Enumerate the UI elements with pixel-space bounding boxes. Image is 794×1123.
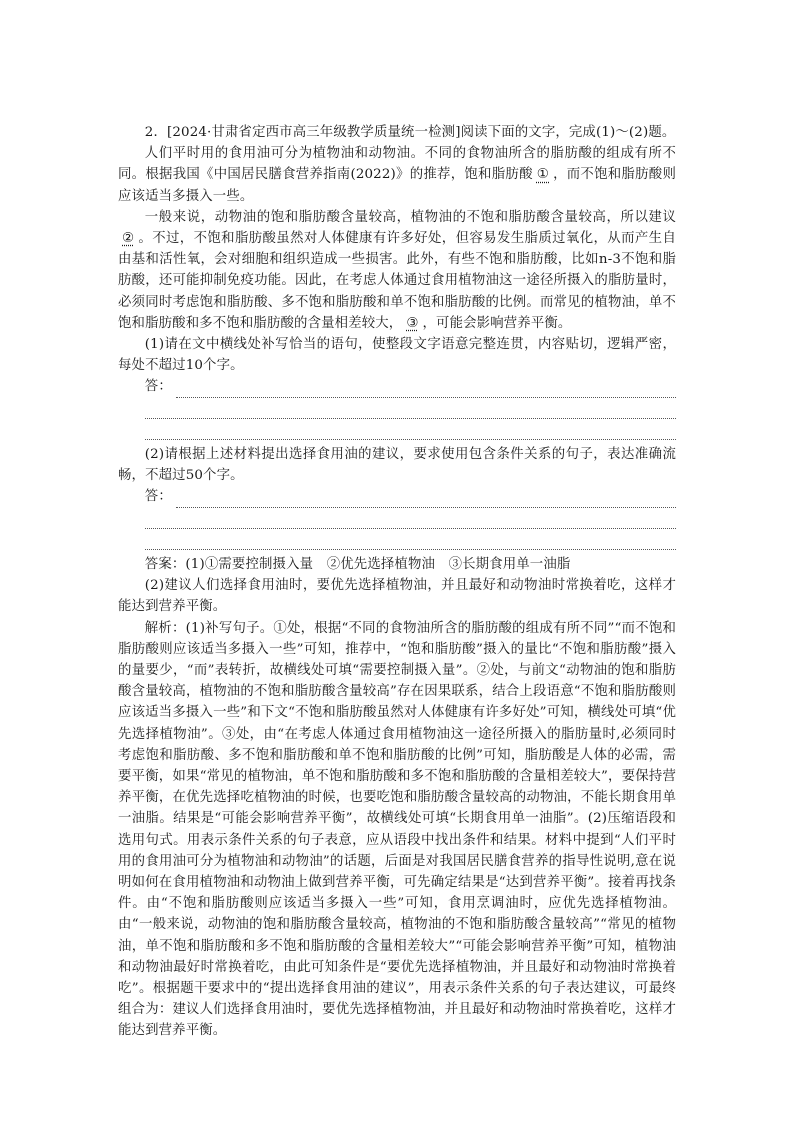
blank-2: ②	[122, 231, 135, 247]
dotted-line	[145, 516, 676, 529]
passage-text: 一般来说，动物油的饱和脂肪酸含量较高，植物油的不饱和脂肪酸含量较高，所以建议	[144, 209, 676, 225]
passage-paragraph-1	[118, 143, 676, 207]
passage-paragraph-2	[118, 207, 676, 334]
passage-text: ，而不饱和脂肪酸则应该适当多摄入一些。	[118, 167, 676, 204]
question-header: 2．[2024·甘肃省定西市高三年级教学质量统一检测]阅读下面的文字，完成(1)～(2)题。	[144, 125, 676, 140]
answer-line	[118, 486, 676, 507]
dotted-line	[145, 537, 676, 550]
blank-3: ③	[406, 315, 419, 331]
blank-1: ①	[536, 167, 550, 183]
answer-line	[118, 508, 676, 529]
answer-area-2	[118, 486, 676, 550]
answer-area-1	[118, 376, 676, 440]
dotted-line	[145, 406, 676, 419]
answer-line	[118, 376, 676, 397]
passage-text: ，可能会影响营养平衡。	[422, 315, 572, 331]
answer-label: 答：	[144, 489, 172, 505]
answer-line	[118, 529, 676, 550]
passage-text: 。不过，不饱和脂肪酸虽然对人体健康有许多好处，但容易发生脂质过氧化，从而产生自由基和活性氧，会对细胞和组织造成一些损害。此外，有些不饱和脂肪酸，比如n-3不饱和脂肪酸，还可能抑制免疫功能。因此，在考虑人体通过食用植物油这一途径所摄入的脂肪量时，必须同时考虑饱和脂肪酸、多不饱和脂肪酸和单不饱和脂肪酸的比例。而常见的植物油，单不饱和脂肪酸和多不饱和脂肪酸的含量相差较大，	[118, 231, 676, 331]
document-page	[118, 122, 676, 1042]
passage-text: 人们平时用的食用油可分为植物油和动物油。不同的食物油所含的脂肪酸的组成有所不同。根据我国《中国居民膳食营养指南(2022)》的推荐，饱和脂肪酸	[118, 146, 676, 183]
dotted-line	[176, 495, 676, 508]
sub-question-1: (1)请在文中横线处补写恰当的语句，使整段文字语意完整连贯，内容贴切，逻辑严密，每处不超过10个字。	[118, 337, 676, 374]
answer-label: 答：	[144, 379, 172, 395]
answer-line	[118, 398, 676, 419]
dotted-line	[176, 385, 676, 398]
answer-key-line-2: (2)建议人们选择食用油时，要优先选择植物油，并且最好和动物油时常换着吃，这样才能达到营养平衡。	[118, 578, 676, 615]
answer-line	[118, 419, 676, 440]
answer-key-line-1: 答案：(1)①需要控制摄入量 ②优先选择植物油 ③长期食用单一油脂	[144, 556, 571, 572]
sub-question-2: (2)请根据上述材料提出选择食用油的建议，要求使用包含条件关系的句子，表达准确流畅，不超过50个字。	[118, 447, 676, 484]
analysis-text: 解析：(1)补写句子。①处，根据“不同的食物油所含的脂肪酸的组成有所不同”“而不饱和脂肪酸则应该适当多摄入一些”可知，推荐中，“饱和脂肪酸”摄入的量比“不饱和脂肪酸”摄入的量要少，“而”表转折，故横线处可填“需要控制摄入量”。②处，与前文“动物油的饱和脂肪酸含量较高，植物油的不饱和脂肪酸含量较高”存在因果联系，结合上段语意“不饱和脂肪酸则应该适当多摄入一些”和下文“不饱和脂肪酸虽然对人体健康有许多好处”可知，横线处可填“优先选择植物油”。③处，由“在考虑人体通过食用植物油这一途径所摄入的脂肪量时,必须同时考虑饱和脂肪酸、多不饱和脂肪酸和单不饱和脂肪酸的比例”可知，脂肪酸是人体的必需，需要平衡，如果“常见的植物油，单不饱和脂肪酸和多不饱和脂肪酸的含量相差较大”，要保持营养平衡，在优先选择吃植物油的时候，也要吃饱和脂肪酸含量较高的动物油，不能长期食用单一油脂。结果是“可能会影响营养平衡”，故横线处可填“长期食用单一油脂”。(2)压缩语段和选用句式。用表示条件关系的句子表意，应从语段中找出条件和结果。材料中提到“人们平时用的食用油可分为植物油和动物油”的话题，后面是对我国居民膳食营养的指导性说明,意在说明如何在食用植物油和动物油上做到营养平衡，可先确定结果是“达到营养平衡”。接着再找条件。由“不饱和脂肪酸则应该适当多摄入一些”可知，食用烹调油时，应优先选择植物油。由“一般来说，动物油的饱和脂肪酸含量较高，植物油的不饱和脂肪酸含量较高”“常见的植物油，单不饱和脂肪酸和多不饱和脂肪酸的含量相差较大”“可能会影响营养平衡”可知，植物油和动物油最好时常换着吃，由此可知条件是“要优先选择植物油，并且最好和动物油时常换着吃”。根据题干要求中的“提出选择食用油的建议”，用表示条件关系的句子表达建议，可最终组合为：建议人们选择食用油时，要优先选择植物油，并且最好和动物油时常换着吃，这样才能达到营养平衡。	[118, 620, 676, 1039]
dotted-line	[145, 427, 676, 440]
